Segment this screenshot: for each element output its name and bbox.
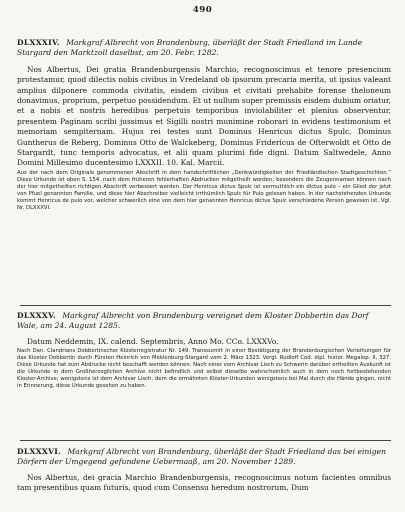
entry-heading — [17, 311, 391, 332]
document-entry — [17, 311, 391, 390]
document-entry — [17, 447, 391, 494]
entry-heading-text: Markgraf Albrecht von Brandenburg, überläßt der Stadt Friedland das bei einigen Dörfern der Umgegend gefundene Uebermaaß, am 20. November 1289. — [17, 447, 386, 467]
entry-heading-text: Markgraf Albrecht von Brandenburg, überläßt der Stadt Friedland im Lande Stargard den Marktzoll daselbst, am 20. Febr. 1282. — [17, 38, 363, 58]
page-number: 490 — [192, 5, 213, 15]
charter-text: Nos Albertus, Dei gratia Brandenburgensis Marchio, recognoscimus et tenore presencium protestamur, quod dilectis nobis civibus in Vredeland ob ipsorum precaria merita, ut ipsius valeant amplius dilponere commoda civitatis, eisdem civibus et civitati prehabite forense theloneum donavimus, proprium, perpetuo possidendum. Et ut nullum super premissis eisdem dubium oriatur, et a nobis et nostris heredibus perpetuis temporibus inviolabiliter et plenius observentur, presentem Paginam scribi jussimus et Sigilli nostri munimine roborari in evidens testimonium et memoriam sempiternam. Hujus rei testes sunt Dominus Henricus dictus Spulc, Dominus Guntherus de Reberg, Dominus Otto de Walckeberg, Dominus Fridericus de Ofterwoldt et Otto de Stargardt, tunc temporis advocatus, et alii quam plurimi fide digni. Datum Saltwedele, Anno Domini Millesimo ducentesimo LXXXII. 10. Kal. Marcii. — [17, 64, 391, 168]
divider — [20, 305, 391, 306]
entry-number: DLXXXVI. — [17, 447, 62, 456]
entry-number: DLXXXIV. — [17, 38, 60, 47]
charter-text: Nos Albertus, dei gracia Marchio Brandenburgensis, recognoscimus notum facientes omnibus tam presentibus quam futuris, quod cum Consensu heredum nostrorum, Dum — [17, 472, 391, 493]
divider — [20, 440, 391, 441]
entry-heading-text: Markgraf Albrecht von Brandenburg vereignet dem Kloster Dobbertin das Dorf Wale, am 24. August 1285. — [17, 311, 369, 331]
entry-heading — [17, 447, 391, 468]
editorial-note: Aus der nach dem Originale genommenen Abschrift in dem handschriftlichen „Denkwürdigkeiten der Friedländischen Stadtgeschichten.“ Diese Urkunde ist oben S. 154. nach dem früheren fehlerhaften Abdrucken mitgetheilt worden; besonders die Zeugennamen können nach der hier mitgetheilten richtigen Abschrift verbessert werden. Der Henricus dictus Spulc ist vermuthlich ein dictus pulo – ein Glied der jetzt von Pfuel genannten Familie, und diese hier Abschreiber vielleicht irrthümlich Spulc für Pulo gelesen haben. In der nachstehenden Urkunde kommt Henricus de pulo vor, welcher schwerlich eine von dem hier genannten Henricus dictus Spulc verschiedene Person gewesen ist. Vgl. Nr. DLXXXVI. — [17, 169, 391, 211]
editorial-note: Nach Dan. Clandrians Dobbertinscher Klosterregistratur Nr. 149. Transsumirt in einer Bestätigung der Brandenburgischen Verleihungen für das Kloster Dobbertin durch Fürsten Heinrich von Meklenburg-Stargard vom 2. März 1323. Vergl. Rudloff Cod. dipl. histor. Megalop. II, 327. Diese Urkunde hat zum Abdrucke nicht beschafft werden können. Nach einer vom Archivar Lisch zu Schwerin darüber ertheilten Auskunft ist die Urkunde in dem Großherzoglichen Archive nicht befindlich und selbst dieselbe wahrscheinlich auch in dem noch fortbestehenden Kloster-Archive; wenigstens ist dem Archivar Lisch, dem die ermähnten Kloster-Urkunden wenigstens bei Mal durch die Hände gingen, nicht in Erinnerung, diese Urkunde gesehen zu haben. — [17, 348, 391, 390]
entry-heading — [17, 38, 391, 59]
document-entry — [17, 38, 391, 212]
entry-number: DLXXXV. — [17, 311, 56, 320]
charter-date: Datum Neddemin, IX. calend. Septembris, Anno Mo. CCo. LXXXVo. — [27, 336, 279, 346]
